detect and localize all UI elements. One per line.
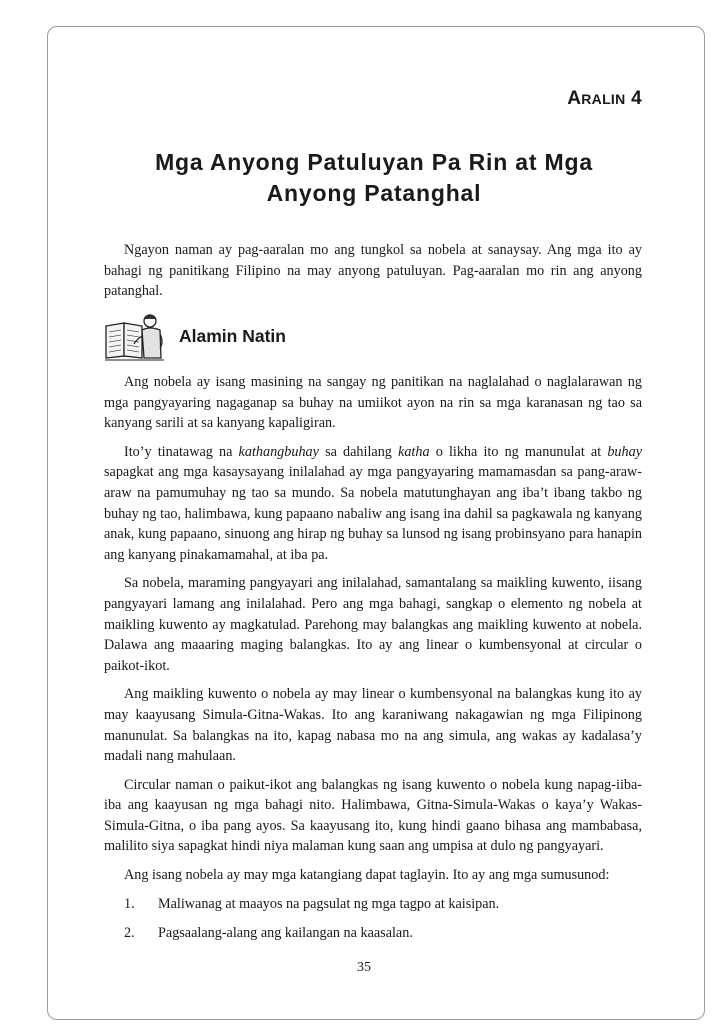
main-content [104, 372, 642, 953]
characteristics-list [104, 894, 642, 944]
list-item: 2. Pagsaalang-alang ang kailangan na kaasalan. [124, 925, 413, 942]
lesson-label: ARALIN 4 [567, 88, 642, 109]
paragraph-4: Ang maikling kuwento o nobela ay may linear o kumbensyonal na balangkas kung ito ay may kaayusang Simula-Gitna-Wakas. Ito ang karaniwang nakagawian ng mga Filipinong manunulat. Sa balangkas na ito, kapag nabasa mo na ang simula, ang wakas ay kadalasa’y madali nang mahulaan. [104, 686, 642, 765]
paragraph-3: Sa nobela, maraming pangyayari ang inilalahad, samantalang sa maikling kuwento, iisang pangyayari lamang ang inilalahad. Pero ang mga bahagi, sangkap o elemento ng nobela at maikling kuwento ay magkatulad. Parehong may balangkas ang maikling kuwento at nobela. Dalawa ang maaaring maging balangkas. Ito ay ang linear o kumbensyonal at circular o paikot-ikot. [104, 575, 642, 674]
intro-paragraph: Ngayon naman ay pag-aaralan mo ang tungkol sa nobela at sanaysay. Ang mga ito ay bahagi ng panitikang Filipino na may anyong patuluyan. Pag-aaralan mo rin ang anyong patanghal. [104, 242, 642, 300]
section-heading [104, 312, 644, 364]
list-item: 1. Maliwanag at maayos na pagsulat ng mga tagpo at kaisipan. [124, 895, 500, 912]
title-line-2: Anyong Patanghal [266, 180, 482, 206]
paragraph-2: Ito’y tinatawag na kathangbuhay sa dahilang katha o likha ito ng manunulat at buhay sapagkat ang mga kasaysayang inilalahad ay mga pangyayaring mamamasdan sa pang-araw-araw na pamumuhay ng tao sa mundo. Sa nobela matutunghayan ang iba’t ibang takbo ng buhay ng tao, halimbawa, kung papaano nabaliw ang isang ina dahil sa pagkawala ng kanyang anak, kung papaano, sinuong ang hirap ng buhay sa lunsod ng isang probinsyano para hanapin ang kanyang pinakamamahal, at iba pa. [104, 443, 642, 563]
intro-section [104, 240, 642, 310]
reading-person-icon [104, 312, 166, 364]
paragraph-5: Circular naman o paikut-ikot ang balangkas ng isang kuwento o nobela kung napag-iiba-iba ang kaayusan ng mga bahagi nito. Halimbawa, Gitna-Simula-Wakas o kaya’y Wakas-Simula-Gitna, o iba pang ayos. Sa kaayusang ito, kung hindi gaano bihasa ang mambabasa, malilito siya sapagkat hindi niya malaman kung saan ang umpisa at dulo ng pangyayari. [104, 776, 642, 855]
paragraph-6: Ang isang nobela ay may mga katangiang dapat taglayin. Ito ay ang mga sumusunod: [124, 867, 610, 884]
paragraph-1: Ang nobela ay isang masining na sangay ng panitikan na naglalahad o naglalarawan ng mga pangyayaring nagaganap sa buhay na umiikot ayon na rin sa mga karanasan ng tao sa kanyang sarili at sa kanyang kapaligiran. [104, 374, 642, 432]
page-number: 35 [357, 960, 371, 975]
title-line-1: Mga Anyong Patuluyan Pa Rin at Mga [155, 149, 593, 175]
section-title: Alamin Natin [179, 326, 286, 346]
page-title [104, 147, 644, 209]
